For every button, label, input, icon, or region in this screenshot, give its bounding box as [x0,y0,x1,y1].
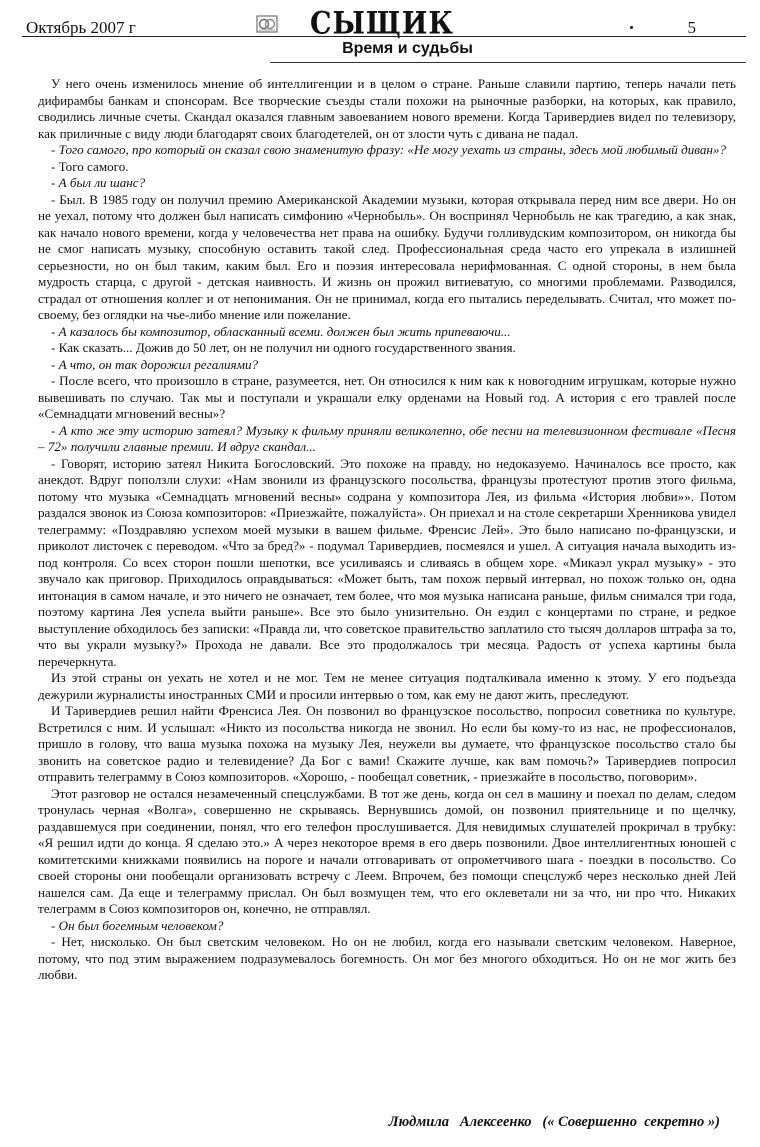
header-dot [630,26,633,29]
article-paragraph: - После всего, что произошло в стране, разумеется, нет. Он относился к ним как к новогодним игрушкам, которые нужно вывешивать по случаю. Так мы и поступали и украшали елку орденами на Новый год. А история с его травлей после «Семнадцати мгновений весны»? [38,373,736,421]
article-paragraph: Из этой страны он уехать не хотел и не мог. Тем не менее ситуация подталкивала именно к этому. У его подъезда дежурили журналисты иностранных СМИ и просили интервью о том, как ему не дают жить, преследуют. [38,670,736,702]
page-number: 5 [687,18,696,37]
page-header [14,6,746,40]
author-byline: Людмила Алексеенко (« Совершенно секретно ») [388,1114,720,1130]
article-paragraph: - Как сказать... Дожив до 50 лет, он не получил ни одного государственного звания. [51,340,516,355]
interview-question: - Того самого, про который он сказал свою знаменитую фразу: «Не могу уехать из страны, здесь мой любимый диван»? [51,142,727,157]
interview-question: - Он был богемным человеком? [51,917,224,933]
article-paragraph: И Таривердиев решил найти Френсиса Лея. Он позвонил во французское посольство, попросил советника по культуре. Встретился с ним. И услышал: «Никто из посольства никогда не звонил. Но если бы кому-то из нас, не профессионалов, пришло в голову, что ваша музыка похожа на музыку Лея, неужели вы думаете, что французское посольство стало бы звонить на советское радио и телевидение? Да Бог с вами! Скажите лучше, как вам помочь?» Таривердиев попросил отправить телеграмму в Союз композиторов. «Хорошо, - пообещал советник, - приезжайте в посольство, поговорим». [38,703,736,784]
interview-question: - А казалось бы композитор, обласканный всеми. должен был жить припеваючи... [51,323,511,339]
article-paragraph: - Того самого. [51,158,129,174]
header-rule [22,36,746,37]
article-paragraph: Этот разговор не остался незамеченный спецслужбами. В тот же день, когда он сел в машину и поехал по делам, следом тронулась черная «Волга», совершенно не скрываясь. Вернувшись домой, он позвонил приятельнице и по щелчку, раздавшемуся при соединении, понял, что его телефон прослушивается. Для невидимых слушателей прокричал в трубку: «Я решил идти до конца. Я сделаю это.» А через некоторое время в его дверь позвонили. Двое интеллигентных юношей с комитетскими книжками появились на пороге и начали отговаривать от опрометчивого шага - поездки в посольство. Со своей стороны они пообещали организовать встречу с Леем. Впрочем, без помощи спецслужб через несколько дней Лей нашелся сам. Да еще и телеграмму прислал. Он был возмущен тем, что его оклеветали ни за что, ни про что. Никаких телеграмм в Союз композиторов он, конечно, не отправлял. [38,785,736,916]
interview-question: - А был ли шанс? [51,175,146,190]
article-paragraph: - Нет, нисколько. Он был светским человеком. Но он не любил, когда его называли светским человеком. Наверное, потому, что под этим выражением подразумевалось богемность. Он мог без многого обходиться. Но он не мог жить без любви. [38,934,736,982]
publisher-emblem-icon [256,15,278,33]
article-paragraph: - Был. В 1985 году он получил премию Американской Академии музыки, которая открывала перед ним все двери. Но он не уехал, потому что должен был написать симфонию «Чернобыль». Он воспринял Чернобыль не как трагедию, а как знак, как начало нового времени, когда у человечества нет права на ошибку. Будучи голливудским композитором, он никогда бы не смог написать музыку, способную оставить такой след. Профессиональная среда часто его упрекала в излишней серьезности, но он был таким, каким был. Его и поэзия интересовала нерифмованная. С одной стороны, в нем была мудрость старца, с другой - детская наивность. И жизнь он прожил витиеватую, со многими проблемами. Разводился, страдал от отношения коллег и от непонимания. Он не принимал, когда его пытались переделывать. Считал, что может по-своему, без оглядки на чье-либо мнение или пожелание. [38,191,736,322]
newspaper-logo: СЫЩИК [310,6,454,42]
article-paragraph: - Говорят, историю затеял Никита Богословский. Это похоже на правду, но недоказуемо. Начиналось все просто, как анекдот. Вдруг поползли слухи: «Нам звонили из французского посольства, французы протестуют против этого фильма, потому что музыка «Семнадцать мгновений весны» содрана у композитора Лея, из фильма «История любви»». Потом раздался звонок из Союза композиторов: «Приезжайте, пожалуйста». Он приехал и на столе секретарши Хренникова увидел телеграмму: «Поздравляю успехом моей музыки в вашем фильме. Френсис Лей». Это было написано по-французски, и приколот листочек с переводом. «Что за бред?» - подумал Таривердиев, посмеялся и ушел. А ситуация начала выходить из-под контроля. Со всех сторон пошли шепотки, все усиливаясь и сливаясь в общем хоре. «Микаэл украл музыку» - это звучало как приговор. Приходилось оправдываться: «Может быть, там похож первый интервал, но похож только он, одна интонация в самом начале, и это ничего не означает, тем более, что моя музыка написана раньше, фильм снимался три года, поэтому картина Лея успела выйти раньше». Все это было унизительно. Он ездил с концертами по стране, и редкое выступление обходилось без записки: «Правда ли, что советское правительство заплатило сто тысяч долларов штрафа за то, что вы украли музыку?» Прохода не давали. Все это продолжалось три месяца. Радость от успеха картины была перечеркнута. [38,455,736,669]
interview-question: - А кто же эту историю затеял? Музыку к фильму приняли великолепно, обе песни на телевизионном фестивале «Песня – 72» получили главные премии. И вдруг скандал... [38,422,736,454]
issue-date: Октябрь 2007 г [26,18,136,37]
section-rule [270,62,746,63]
interview-question: - А что, он так дорожил регалиями? [51,356,259,372]
article-paragraph: У него очень изменилось мнение об интеллигенции и в целом о стране. Раньше славили партию, теперь начали петь дифирамбы банкам и спонсорам. Все творческие съезды стали похожи на рыночные разборки, на которых, как правило, сводились личные счеты. Скандал оказался главным завоеванием нового времени. Когда Таривердиев видел по телевизору, как приличные с виду люди благодарят своих благодетелей, он от злости чуть с дивана не падал. [38,76,736,141]
article-body [38,76,736,984]
section-title: Время и судьбы [342,40,473,57]
